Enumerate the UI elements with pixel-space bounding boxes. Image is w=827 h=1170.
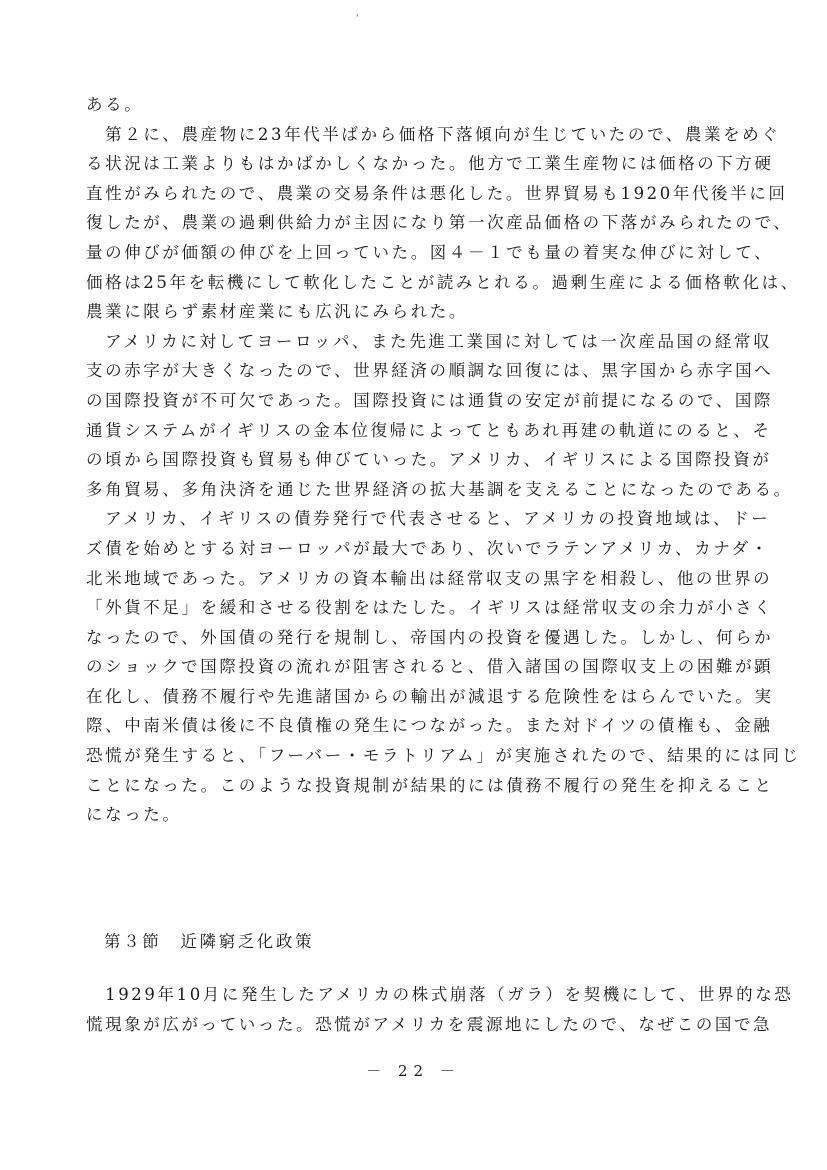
text-line: アメリカ、イギリスの債券発行で代表させると、アメリカの投資地域は、ドー [86, 509, 771, 529]
section-heading: 第３節 近隣窮乏化政策 [104, 932, 315, 951]
text-line: 慌現象が広がっていった。恐慌がアメリカを震源地にしたので、なぜこの国で急 [86, 1014, 773, 1034]
page-number: － 22 － [366, 1062, 461, 1080]
text-line: 量の伸びが価額の伸びを上回っていた。図４－１でも量の着実な伸びに対して、 [86, 242, 774, 262]
text-line: アメリカに対してヨーロッパ、また先進工業国に対しては一次産品国の経常収 [86, 331, 773, 351]
text-line: の頃から国際投資も貿易も伸びていった。アメリカ、イギリスによる国際投資が [86, 450, 772, 470]
text-line: のショックで国際投資の流れが阻害されると、借入諸国の国際収支上の困難が顕 [86, 657, 774, 677]
text-line: になった。 [86, 805, 182, 825]
text-line: なったので、外国債の発行を規制し、帝国内の投資を優遇した。しかし、何らか [86, 627, 774, 647]
top-mark: ' [356, 14, 359, 24]
text-line: 支の赤字が大きくなったので、世界経済の順調な回復には、黒字国から赤字国へ [86, 361, 774, 381]
text-line: 価格は25年を転機にして軟化したことが読みとれる。過剰生産による価格軟化は、 [86, 272, 800, 292]
text-line: ズ債を始めとする対ヨーロッパが最大であり、次いでラテンアメリカ、カナダ・ [86, 538, 770, 558]
body-text [86, 90, 801, 830]
text-line: 農業に限らず素材産業にも広汎にみられた。 [86, 302, 468, 322]
text-line: 在化し、債務不履行や先進諸国からの輸出が減退する危険性をはらんでいた。実 [86, 686, 774, 706]
text-line: 北米地域であった。アメリカの資本輸出は経常収支の黒字を相殺し、他の世界の [86, 568, 773, 588]
text-line: 多角貿易、多角決済を通じた世界経済の拡大基調を支えることになったのである。 [86, 479, 793, 499]
text-line: 通貨システムがイギリスの金本位復帰によってともあれ再建の軌道にのると、そ [86, 420, 772, 440]
text-line: る状況は工業よりもはかばかしくなかった。他方で工業生産物には価格の下方硬 [86, 154, 774, 174]
text-line: ことになった。このような投資規制が結果的には債務不履行の発生を抑えること [86, 775, 774, 795]
text-line: ある。 [86, 95, 144, 114]
text-line: 恐慌が発生すると、「フーバー・モラトリアム」が実施されたので、結果的には同じ [86, 746, 801, 766]
section-text [86, 980, 794, 1039]
text-line: 「外貨不足」を緩和させる役割をはたした。イギリスは経常収支の余力が小さく [86, 598, 774, 618]
text-line: 直性がみられたので、農業の交易条件は悪化した。世界貿易も1920年代後半に回 [86, 183, 788, 203]
text-line: 際、中南米債は後に不良債権の発生につながった。また対ドイツの債権も、金融 [86, 716, 773, 736]
text-line: 1929年10月に発生したアメリカの株式崩落（ガラ）を契機にして、世界的な恐 [86, 985, 794, 1004]
text-line: 復したが、農業の過剰供給力が主因になり第一次産品価格の下落がみられたので、 [86, 213, 793, 233]
text-line: の国際投資が不可欠であった。国際投資には通貨の安定が前提になるので、国際 [86, 390, 774, 410]
text-line: 第２に、農産物に23年代半ばから価格下落傾向が生じていたので、農業をめぐ [86, 124, 781, 144]
